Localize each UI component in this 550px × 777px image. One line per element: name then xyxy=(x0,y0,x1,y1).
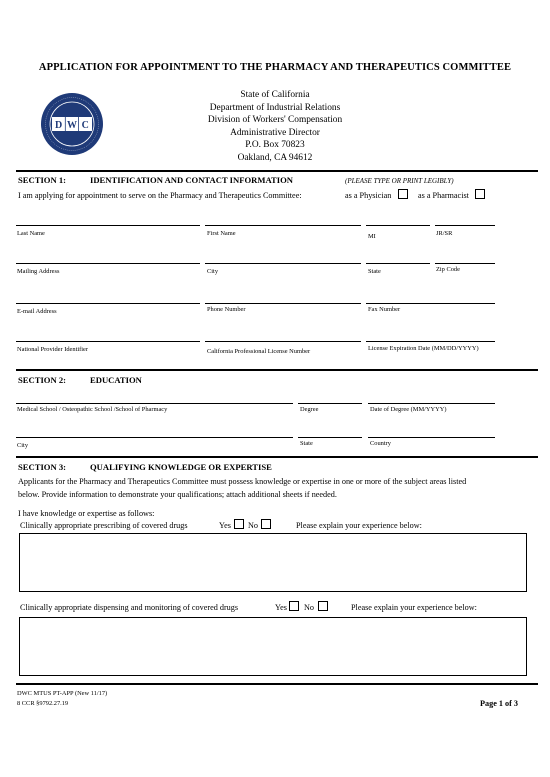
address-line: Administrative Director xyxy=(230,127,320,138)
section-divider xyxy=(16,456,538,458)
email-label: E-mail Address xyxy=(17,308,57,315)
q2-yes-label: Yes xyxy=(275,603,287,612)
pharmacist-checkbox[interactable] xyxy=(475,189,485,199)
school-state-label: State xyxy=(300,440,313,447)
mi-label: MI xyxy=(368,233,376,240)
fax-number-field[interactable] xyxy=(366,303,495,304)
page-number: Page 1 of 3 xyxy=(480,699,518,708)
footer-divider xyxy=(16,683,538,685)
q2-yes-checkbox[interactable] xyxy=(289,601,299,611)
section-divider xyxy=(16,369,538,371)
section2-number: SECTION 2: xyxy=(18,375,66,385)
address-line: Oakland, CA 94612 xyxy=(237,152,313,163)
pharmacist-label: as a Pharmacist xyxy=(418,191,469,200)
city-field[interactable] xyxy=(205,263,361,264)
phone-number-label: Phone Number xyxy=(207,306,246,313)
question2-label: Clinically appropriate dispensing and monitoring of covered drugs xyxy=(20,603,239,612)
first-name-label: First Name xyxy=(207,230,236,237)
section1-heading: IDENTIFICATION AND CONTACT INFORMATION xyxy=(90,175,294,185)
city-label: City xyxy=(207,268,219,275)
form-number: DWC MTUS PT-APP (New 11/17) xyxy=(17,690,108,697)
mailing-address-label: Mailing Address xyxy=(17,268,60,275)
address-line: P.O. Box 70823 xyxy=(245,140,305,151)
physician-label: as a Physician xyxy=(345,191,392,200)
section3-intro-line2: below. Provide information to demonstrate your qualifications; attach additional sheets if needed. xyxy=(18,490,337,499)
q1-yes-label: Yes xyxy=(219,521,231,530)
degree-date-label: Date of Degree (MM/YYYY) xyxy=(370,406,447,413)
q1-experience-textarea[interactable] xyxy=(19,533,527,592)
zip-code-field[interactable] xyxy=(435,263,495,264)
svg-text:W: W xyxy=(67,119,77,131)
section3-heading: QUALIFYING KNOWLEDGE OR EXPERTISE xyxy=(90,462,272,472)
svg-text:C: C xyxy=(81,119,89,131)
school-country-label: Country xyxy=(370,440,391,447)
last-name-label: Last Name xyxy=(17,230,45,237)
school-city-label: City xyxy=(17,442,29,449)
form-title: APPLICATION FOR APPOINTMENT TO THE PHARMACY AND THERAPEUTICS COMMITTEE xyxy=(38,62,512,73)
zip-code-label: Zip Code xyxy=(436,266,460,273)
question1-label: Clinically appropriate prescribing of covered drugs xyxy=(20,521,188,530)
svg-text:D: D xyxy=(54,119,63,131)
expertise-statement: I have knowledge or expertise as follows: xyxy=(18,509,155,518)
address-line: Department of Industrial Relations xyxy=(209,102,341,113)
license-number-field[interactable] xyxy=(205,341,361,342)
state-label: State xyxy=(368,268,381,275)
phone-number-field[interactable] xyxy=(205,303,361,304)
school-label: Medical School / Osteopathic School /School of Pharmacy xyxy=(17,406,168,413)
section3-number: SECTION 3: xyxy=(18,462,66,472)
address-line: Division of Workers' Compensation xyxy=(207,115,343,126)
section-divider xyxy=(16,170,538,172)
fax-number-label: Fax Number xyxy=(368,306,401,313)
address-line: State of California xyxy=(240,90,310,100)
license-expiration-label: License Expiration Date (MM/DD/YYYY) xyxy=(368,345,479,352)
degree-date-field[interactable] xyxy=(368,403,495,404)
agency-address xyxy=(180,89,370,165)
school-field[interactable] xyxy=(16,403,293,404)
q2-no-label: No xyxy=(304,603,315,612)
section1-number: SECTION 1: xyxy=(18,175,66,185)
q1-no-label: No xyxy=(248,521,259,530)
mi-field[interactable] xyxy=(366,225,430,226)
section3-intro-line1: Applicants for the Pharmacy and Therapeutics Committee must possess knowledge or expertise in one or more of the subject areas listed xyxy=(18,477,467,486)
dwc-seal-logo xyxy=(40,92,104,156)
q1-explain-label: Please explain your experience below: xyxy=(296,521,422,530)
degree-field[interactable] xyxy=(298,403,362,404)
school-state-field[interactable] xyxy=(298,437,362,438)
q2-explain-label: Please explain your experience below: xyxy=(351,603,477,612)
regulation-citation: 8 CCR §9792.27.19 xyxy=(17,700,69,707)
school-city-field[interactable] xyxy=(16,437,293,438)
section2-heading: EDUCATION xyxy=(90,375,142,385)
jr-sr-field[interactable] xyxy=(435,225,495,226)
state-field[interactable] xyxy=(366,263,430,264)
school-country-field[interactable] xyxy=(368,437,495,438)
q2-experience-textarea[interactable] xyxy=(19,617,527,676)
npi-label: National Provider Identifier xyxy=(17,346,88,353)
print-legibly-note: (PLEASE TYPE OR PRINT LEGIBLY) xyxy=(345,177,454,185)
degree-label: Degree xyxy=(300,406,319,413)
email-field[interactable] xyxy=(16,303,200,304)
q1-no-checkbox[interactable] xyxy=(261,519,271,529)
jr-sr-label: JR/SR xyxy=(436,230,453,237)
physician-checkbox[interactable] xyxy=(398,189,408,199)
npi-field[interactable] xyxy=(16,341,200,342)
q2-no-checkbox[interactable] xyxy=(318,601,328,611)
applying-statement: I am applying for appointment to serve on the Pharmacy and Therapeutics Committee: xyxy=(18,191,302,200)
first-name-field[interactable] xyxy=(205,225,361,226)
license-number-label: California Professional License Number xyxy=(207,348,311,355)
mailing-address-field[interactable] xyxy=(16,263,200,264)
license-expiration-field[interactable] xyxy=(366,341,495,342)
last-name-field[interactable] xyxy=(16,225,200,226)
q1-yes-checkbox[interactable] xyxy=(234,519,244,529)
